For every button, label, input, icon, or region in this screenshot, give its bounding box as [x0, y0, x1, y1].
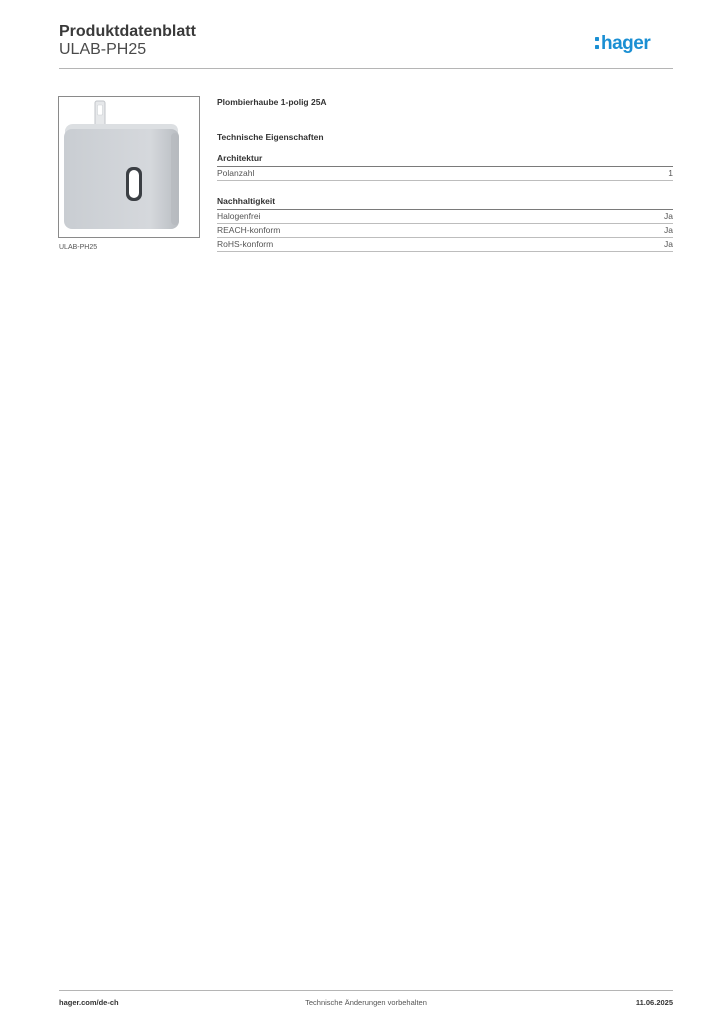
spec-value: Ja	[664, 211, 673, 221]
spec-label: Halogenfrei	[217, 211, 261, 221]
spec-row	[217, 238, 673, 252]
spec-value: Ja	[664, 239, 673, 249]
spec-group-architecture	[217, 153, 673, 181]
website-link[interactable]: hager.com/de-ch	[59, 998, 119, 1007]
page-footer	[59, 998, 673, 1010]
spec-group-sustainability	[217, 196, 673, 252]
footer-date: 11.06.2025	[635, 998, 673, 1007]
spec-label: Polanzahl	[217, 168, 255, 178]
spec-row	[217, 224, 673, 238]
product-image	[59, 97, 199, 237]
product-code: ULAB-PH25	[59, 41, 147, 58]
spec-group-title: Architektur	[217, 153, 673, 167]
logo-dot-top	[595, 37, 599, 41]
image-caption: ULAB-PH25	[59, 244, 98, 251]
footer-divider	[59, 990, 673, 991]
logo-wordmark: hager	[601, 33, 651, 54]
product-description: Plombierhaube 1-polig 25A	[217, 97, 327, 107]
document-title: Produktdatenblatt	[59, 23, 196, 40]
spec-group-title: Nachhaltigkeit	[217, 196, 673, 210]
logo-dot-bottom	[595, 45, 599, 49]
spec-value: Ja	[664, 225, 673, 235]
spec-row	[217, 167, 673, 181]
header-divider	[59, 68, 673, 69]
product-details	[217, 96, 673, 252]
spec-value: 1	[668, 168, 673, 178]
footer-disclaimer: Technische Änderungen vorbehalten	[305, 998, 427, 1007]
product-image-frame	[58, 96, 200, 238]
spec-label: REACH-konform	[217, 225, 281, 235]
section-title: Technische Eigenschaften	[217, 132, 324, 142]
hager-logo	[594, 28, 674, 58]
spec-label: RoHS-konform	[217, 239, 274, 249]
spec-row	[217, 210, 673, 224]
